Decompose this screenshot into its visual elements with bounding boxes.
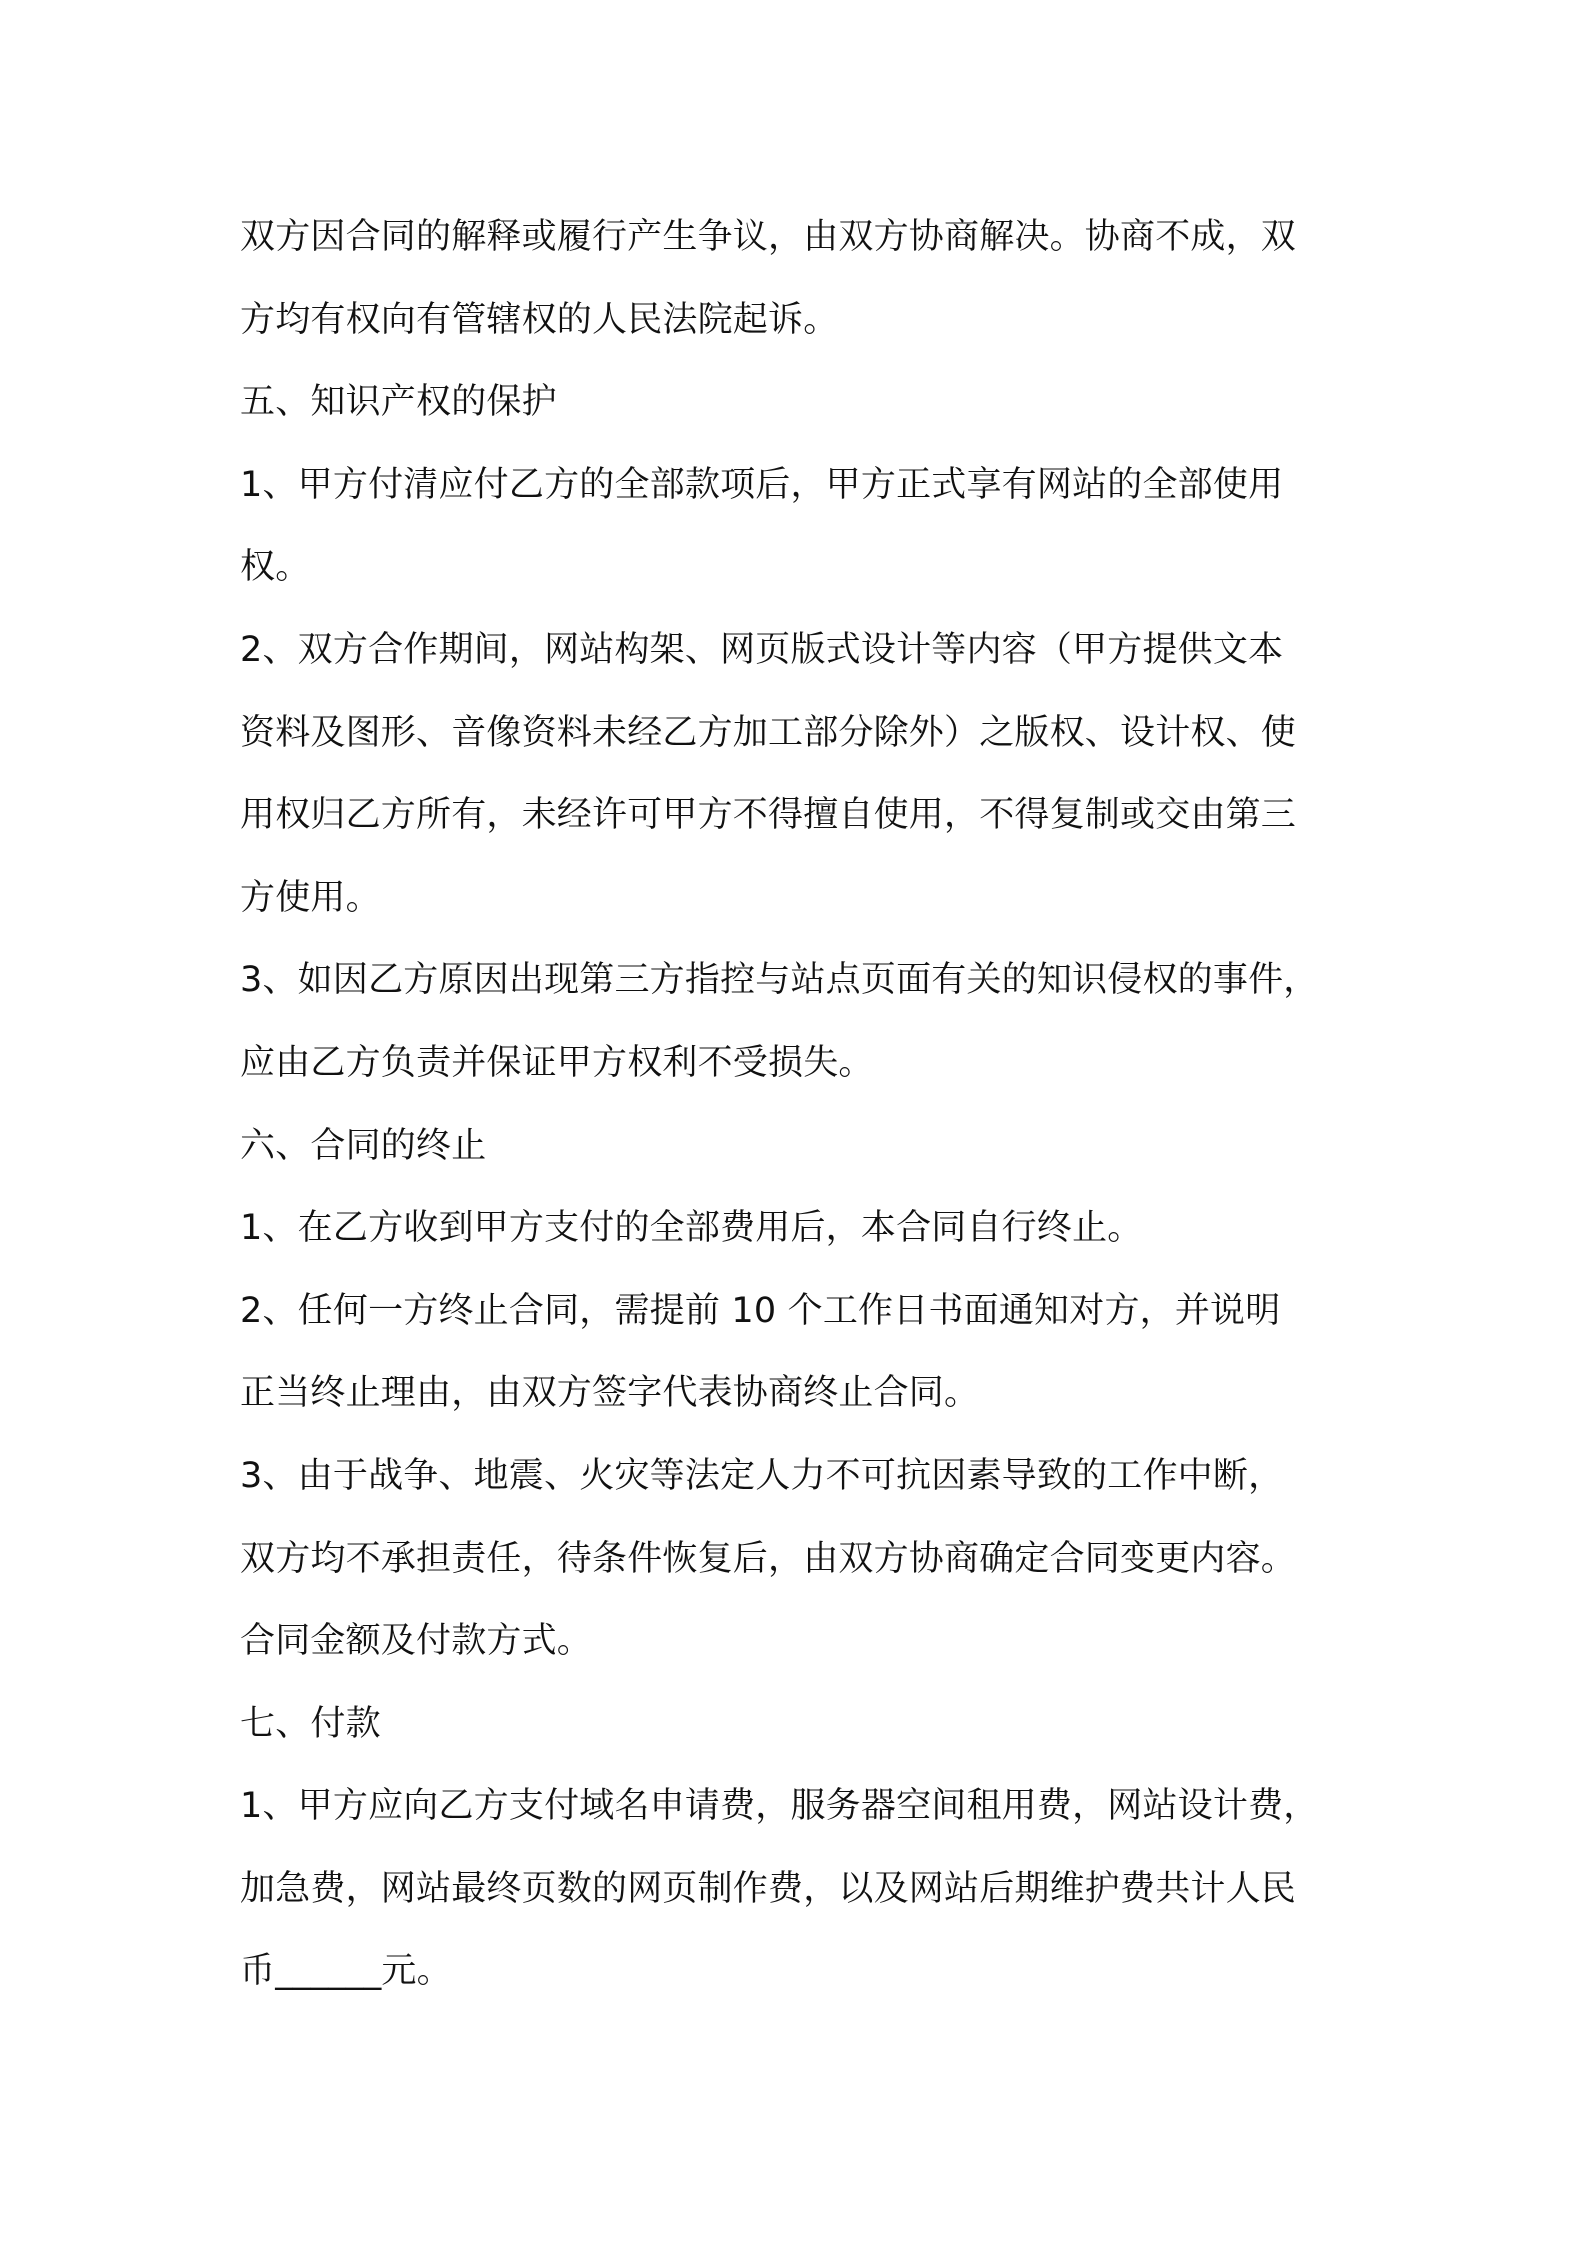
section-heading: 六、合同的终止 <box>240 1125 487 1166</box>
text-line: 双方均不承担责任，待条件恢复后，由双方协商确定合同变更内容。 <box>240 1538 1297 1579</box>
text-line: 资料及图形、音像资料未经乙方加工部分除外）之版权、设计权、使 <box>240 712 1297 753</box>
text-line: 2、任何一方终止合同，需提前 10 个工作日书面通知对方，并说明 <box>240 1290 1281 1331</box>
text-line: 方均有权向有管辖权的人民法院起诉。 <box>240 299 839 340</box>
text-line: 3、由于战争、地震、火灾等法定人力不可抗因素导致的工作中断， <box>240 1455 1284 1496</box>
text-line: 1、甲方付清应付乙方的全部款项后，甲方正式享有网站的全部使用 <box>240 464 1284 505</box>
text-line: 币______元。 <box>240 1951 452 1992</box>
section-heading: 五、知识产权的保护 <box>240 382 557 423</box>
text-line: 1、在乙方收到甲方支付的全部费用后，本合同自行终止。 <box>240 1208 1143 1249</box>
section-heading: 七、付款 <box>240 1703 381 1744</box>
text-line: 合同金额及付款方式。 <box>240 1621 593 1662</box>
text-line: 方使用。 <box>240 877 381 918</box>
text-line: 双方因合同的解释或履行产生争议，由双方协商解决。协商不成，双 <box>240 217 1297 257</box>
text-line: 3、如因乙方原因出现第三方指控与站点页面有关的知识侵权的事件， <box>240 960 1319 1001</box>
text-line: 用权归乙方所有，未经许可甲方不得擅自使用，不得复制或交由第三 <box>240 795 1297 836</box>
text-line: 2、双方合作期间，网站构架、网页版式设计等内容（甲方提供文本 <box>240 629 1284 670</box>
text-line: 1、甲方应向乙方支付域名申请费，服务器空间租用费，网站设计费， <box>240 1786 1319 1827</box>
text-line: 应由乙方负责并保证甲方权利不受损失。 <box>240 1042 874 1083</box>
contract-text <box>240 196 1370 2013</box>
text-line: 权。 <box>240 547 311 588</box>
text-line: 加急费，网站最终页数的网页制作费，以及网站后期维护费共计人民 <box>240 1868 1297 1909</box>
text-line: 正当终止理由，由双方签字代表协商终止合同。 <box>240 1373 980 1414</box>
